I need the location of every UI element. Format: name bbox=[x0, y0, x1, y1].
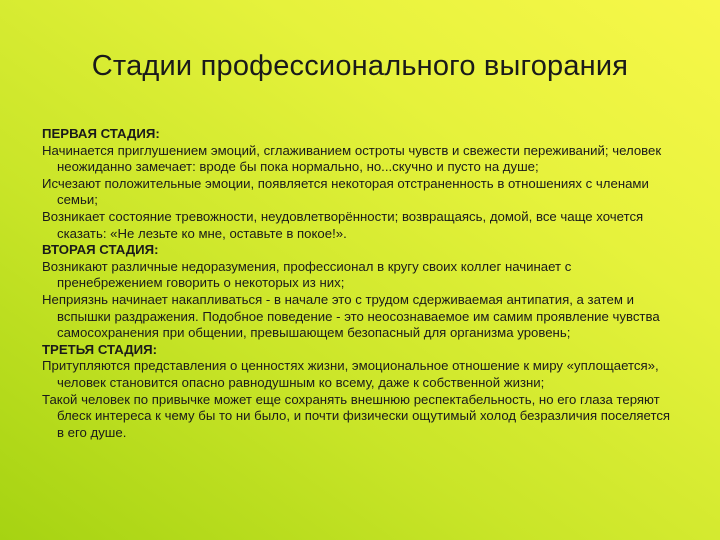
slide-content bbox=[42, 126, 678, 441]
stage-2-paragraph-2: Неприязнь начинает накапливаться - в начале это с трудом сдерживаемая антипатия, а затем и вспышки раздражения. Подобное поведение - это неосознаваемое им самим проявление чувства самосохранения при общении, превышающем безопасный для организма уровень; bbox=[42, 291, 660, 341]
stage-3-paragraph-2: Такой человек по привычке может еще сохранять внешнюю респектабельность, но его глаза теряют блеск интереса к чему бы то ни было, и почти физически ощутимый холод безразличия поселяется в его душе. bbox=[42, 391, 671, 440]
stage-1-paragraph-3: Возникает состояние тревожности, неудовлетворённости; возвращаясь, домой, все чаще хочется сказать: «Не лезьте ко мне, оставьте в покое!». bbox=[42, 208, 644, 241]
stage-2-heading: ВТОРАЯ СТАДИЯ: bbox=[42, 242, 159, 258]
stage-3-paragraph-1: Притупляются представления о ценностях жизни, эмоциональное отношение к миру «уплощается», человек становится опасно равнодушным ко всему, даже к собственной жизни; bbox=[42, 358, 659, 390]
stage-1-heading: ПЕРВАЯ СТАДИЯ: bbox=[42, 126, 160, 141]
stage-1-paragraph-2: Исчезают положительные эмоции, появляется некоторая отстраненность в отношениях с членами семьи; bbox=[42, 175, 649, 208]
stage-1-paragraph-1: Начинается приглушением эмоций, сглаживанием остроты чувств и свежести переживаний; человек неожиданно замечает: вроде бы пока нормально, но...скучно и пусто на душе; bbox=[42, 142, 662, 175]
stage-3-heading: ТРЕТЬЯ СТАДИЯ: bbox=[42, 341, 157, 357]
slide-title: Стадии профессионального выгорания bbox=[91, 50, 629, 82]
stage-2-paragraph-1: Возникают различные недоразумения, профессионал в кругу своих коллег начинает с пренебрежением говорить о некоторых из них; bbox=[42, 258, 572, 291]
